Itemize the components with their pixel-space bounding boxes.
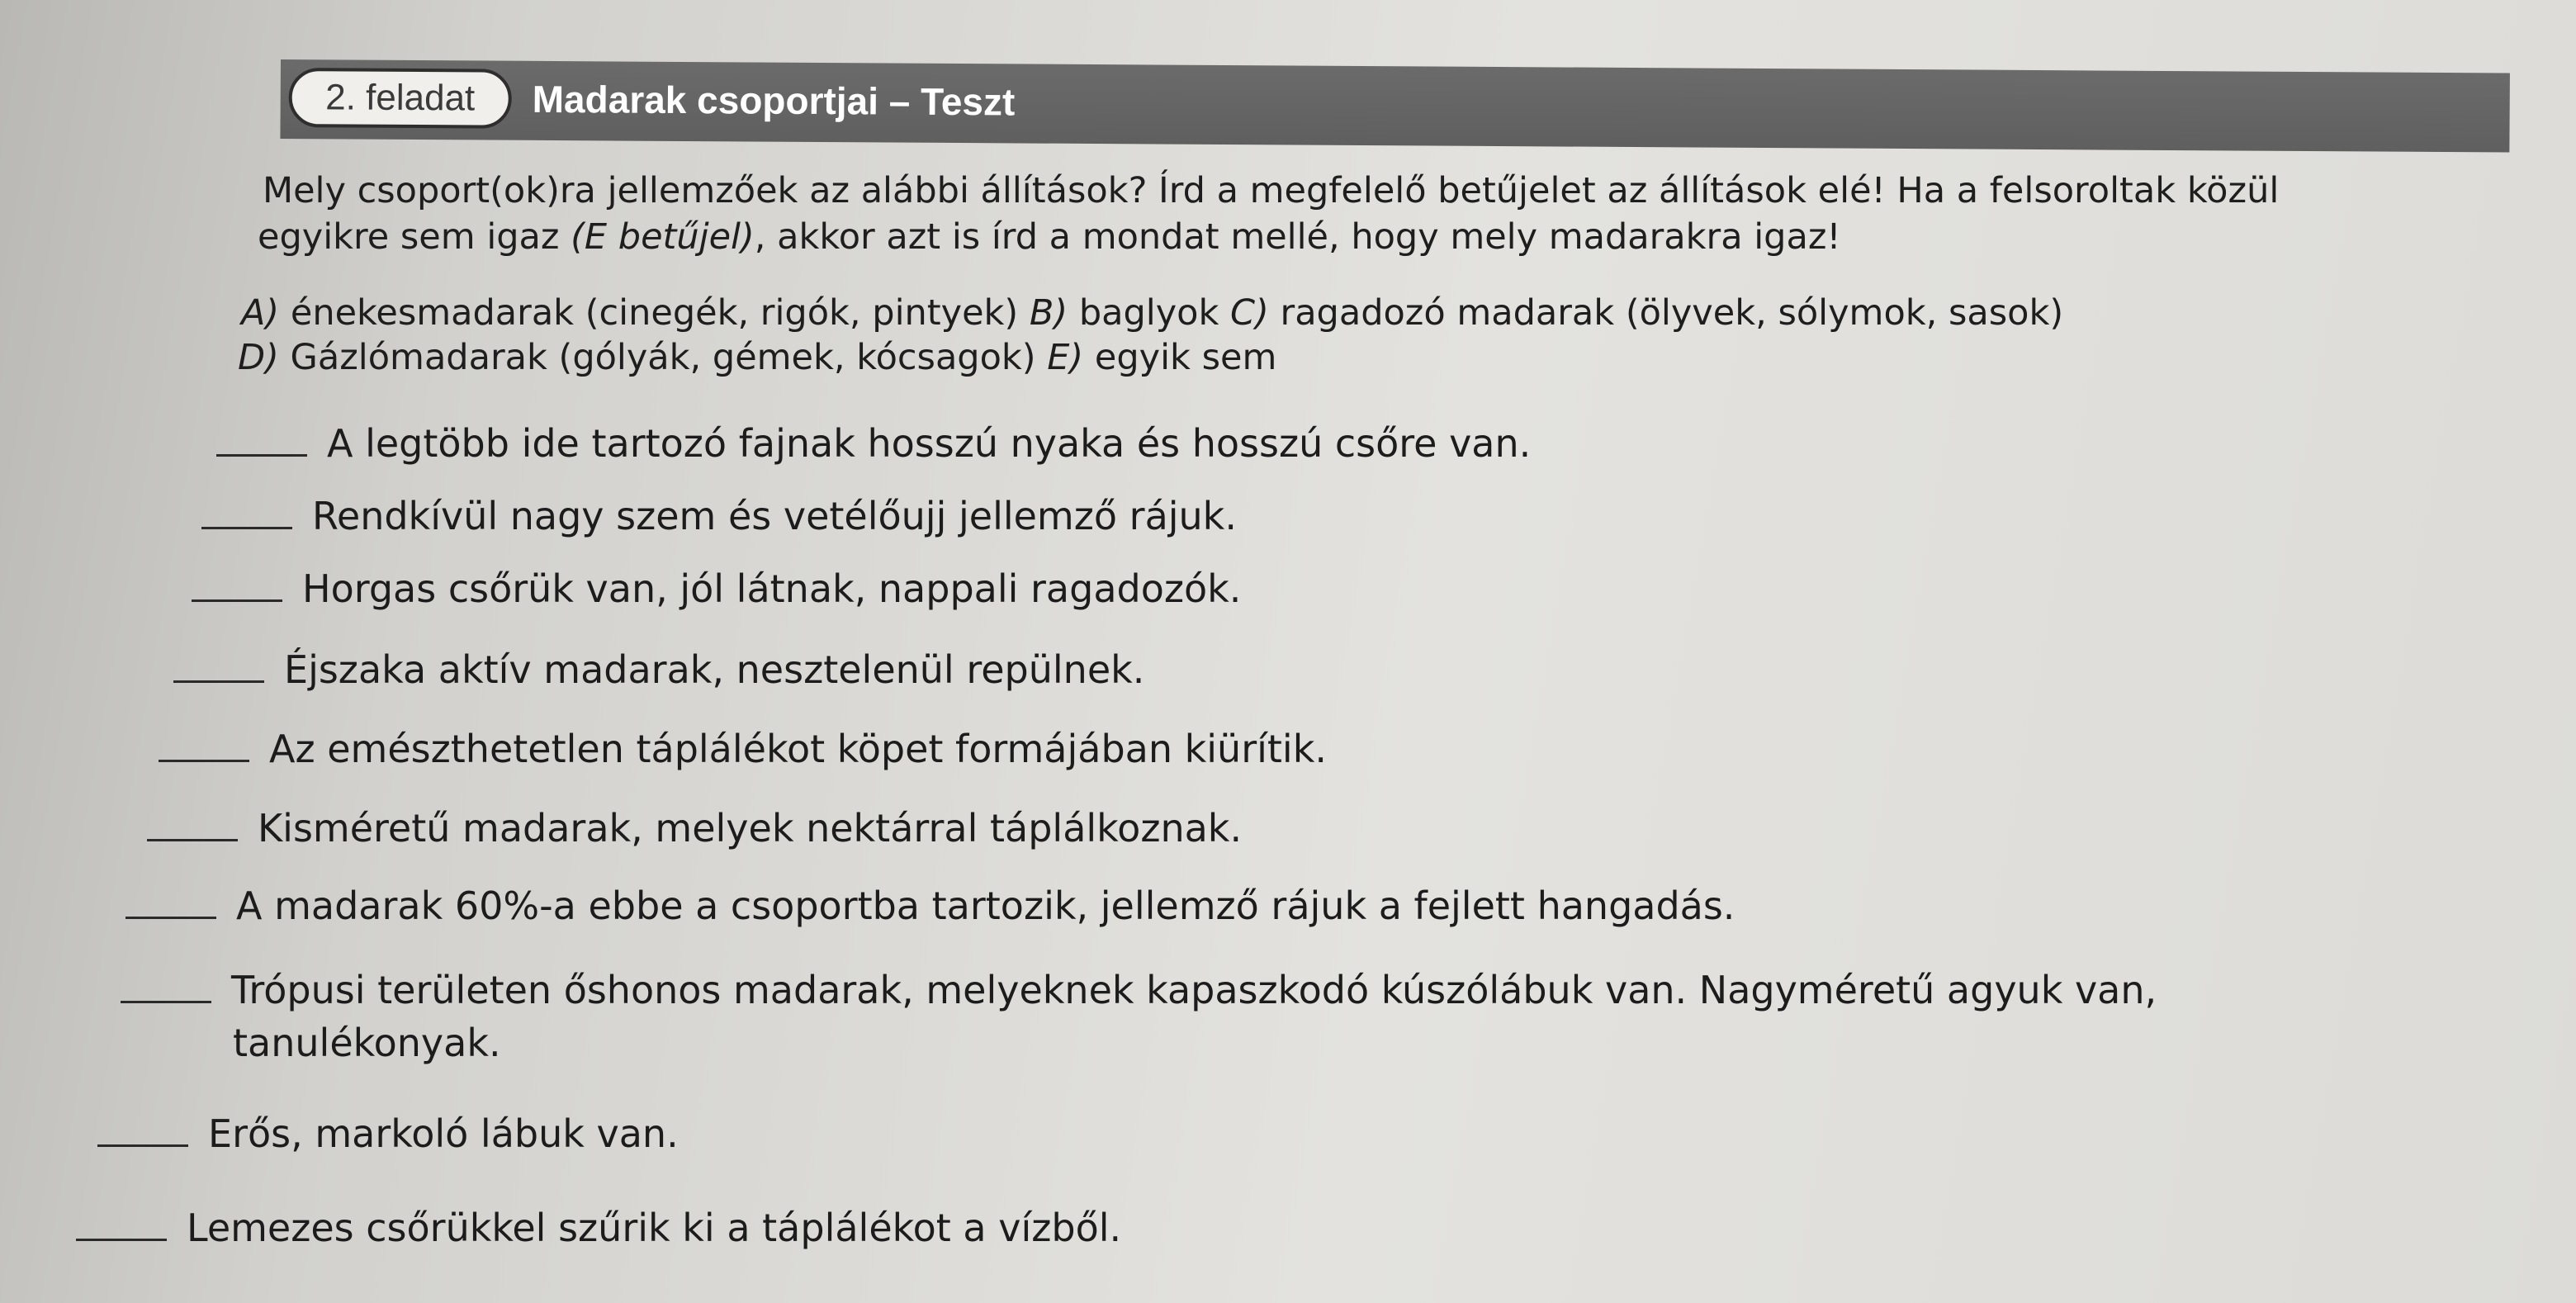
statement-text: Trópusi területen őshonos madarak, melyeknek kapaszkodó kúszólábuk van. Nagyméretű agyuk van, <box>231 968 2157 1012</box>
answer-blank[interactable] <box>173 656 264 683</box>
instruction-e-letter-note: (E betűjel) <box>571 216 755 258</box>
answer-blank[interactable] <box>121 976 211 1003</box>
instruction-line-2-end: , akkor azt is írd a mondat mellé, hogy mely madarakra igaz! <box>754 216 1841 258</box>
options-line-2 <box>238 337 1276 380</box>
statement-text: Erős, markoló lábuk van. <box>208 1111 679 1156</box>
answer-blank[interactable] <box>159 735 249 762</box>
statement-text: A madarak 60%-a ebbe a csoportba tartozik, jellemző rájuk a fejlett hangadás. <box>236 884 1735 928</box>
statement-row <box>125 884 1735 928</box>
task-number-badge <box>288 68 511 129</box>
option-d-text: Gázlómadarak (gólyák, gémek, kócsagok) <box>278 337 1048 378</box>
statement-text: A legtöbb ide tartozó fajnak hosszú nyaka és hosszú csőre van. <box>327 421 1532 466</box>
statement-row <box>121 968 2157 1012</box>
answer-blank[interactable] <box>125 892 216 919</box>
instruction-line-1: Mely csoport(ok)ra jellemzőek az alábbi állítások? Írd a megfelelő betűjelet az állítások elé! Ha a felsoroltak közül <box>263 170 2280 211</box>
statement-text: Rendkívül nagy szem és vetélőujj jellemző rájuk. <box>312 494 1237 538</box>
answer-blank[interactable] <box>192 575 282 602</box>
statement-text: Horgas csőrük van, jól látnak, nappali ragadozók. <box>302 566 1242 611</box>
option-e-text: egyik sem <box>1083 337 1277 378</box>
option-a-letter: A) <box>241 292 280 334</box>
answer-blank[interactable] <box>201 502 292 529</box>
answer-blank[interactable] <box>216 429 307 457</box>
statement-row <box>97 1111 679 1156</box>
statement-text: Lemezes csőrükkel szűrik ki a táplálékot a vízből. <box>187 1206 1122 1250</box>
statement-row <box>216 421 1531 466</box>
instruction-line-2-start: egyikre sem igaz <box>258 216 571 258</box>
option-b-text: baglyok <box>1068 292 1231 334</box>
option-c-letter: C) <box>1230 292 1269 334</box>
statement-row <box>192 566 1241 611</box>
statement-continuation: tanulékonyak. <box>233 1021 501 1065</box>
statement-text: Az emészthetetlen táplálékot köpet formájában kiürítik. <box>269 727 1327 771</box>
task-title: Madarak csoportjai – Teszt <box>532 77 1016 124</box>
option-c-text: ragadozó madarak (ölyvek, sólymok, sasok) <box>1268 292 2064 334</box>
statement-row <box>173 647 1144 692</box>
option-a-text: énekesmadarak (cinegék, rigók, pintyek) <box>279 292 1030 334</box>
statement-text: Éjszaka aktív madarak, nesztelenül repülnek. <box>284 647 1145 692</box>
option-e-letter: E) <box>1047 337 1084 378</box>
answer-blank[interactable] <box>147 814 238 841</box>
option-b-letter: B) <box>1029 292 1068 334</box>
statement-row <box>76 1206 1121 1250</box>
statement-row <box>159 727 1327 771</box>
instruction-line-2 <box>258 216 1841 259</box>
options-line-1 <box>241 292 2063 335</box>
task-number-label: 2. feladat <box>325 77 476 119</box>
task-header-bar <box>280 59 2510 152</box>
answer-blank[interactable] <box>97 1120 188 1147</box>
statement-row <box>201 494 1237 538</box>
statement-text: Kisméretű madarak, melyek nektárral táplálkoznak. <box>258 806 1243 851</box>
answer-blank[interactable] <box>76 1214 167 1241</box>
statement-row <box>147 806 1242 851</box>
option-d-letter: D) <box>238 337 279 378</box>
